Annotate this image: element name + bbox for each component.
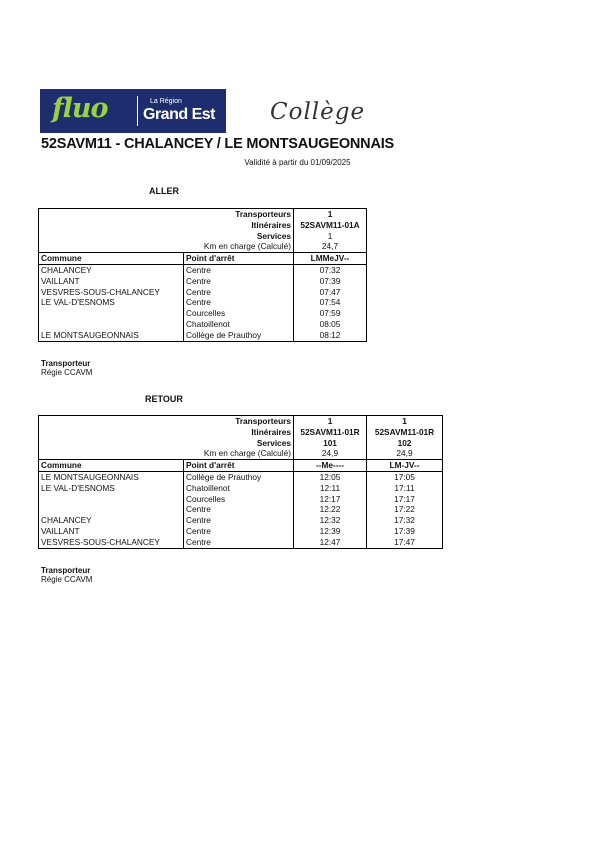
aller-days-value: LMMeJV-- bbox=[294, 253, 367, 265]
time-cell: 17:39 bbox=[367, 526, 443, 537]
table-row bbox=[39, 483, 443, 494]
stop-cell: Centre bbox=[184, 276, 294, 287]
time-cell: 12:05 bbox=[294, 471, 367, 482]
time-cell: 08:05 bbox=[294, 319, 367, 330]
stop-cell: Courcelles bbox=[184, 308, 294, 319]
retour-itineraire-value-1: 52SAVM11-01R bbox=[294, 427, 367, 438]
stop-cell: Centre bbox=[184, 504, 294, 515]
stop-cell: Centre bbox=[184, 297, 294, 308]
retour-transporteur-value-1: 1 bbox=[294, 416, 367, 427]
retour-service-value-1: 101 bbox=[294, 438, 367, 449]
stop-cell: Centre bbox=[184, 515, 294, 526]
stop-cell: Centre bbox=[184, 526, 294, 537]
table-row bbox=[39, 526, 443, 537]
table-row bbox=[39, 504, 443, 515]
aller-itineraire-value: 52SAVM11-01A bbox=[294, 220, 367, 231]
stop-cell: Centre bbox=[184, 537, 294, 548]
aller-transporteur-value: 1 bbox=[294, 209, 367, 220]
commune-cell: VESVRES-SOUS-CHALANCEY bbox=[39, 537, 184, 548]
commune-cell: VAILLANT bbox=[39, 526, 184, 537]
table-row bbox=[39, 471, 443, 482]
commune-cell: LE VAL-D'ESNOMS bbox=[39, 483, 184, 494]
retour-km-value-2: 24,9 bbox=[367, 448, 443, 459]
time-cell: 17:47 bbox=[367, 537, 443, 548]
label-commune: Commune bbox=[39, 253, 184, 265]
time-cell: 12:22 bbox=[294, 504, 367, 515]
commune-cell bbox=[39, 504, 184, 515]
time-cell: 12:47 bbox=[294, 537, 367, 548]
label-services: Services bbox=[39, 231, 294, 242]
aller-transporteur-label: Transporteur bbox=[41, 359, 91, 368]
time-cell: 07:39 bbox=[294, 276, 367, 287]
aller-rows bbox=[39, 264, 367, 341]
commune-cell bbox=[39, 319, 184, 330]
time-cell: 17:32 bbox=[367, 515, 443, 526]
label-transporteurs: Transporteurs bbox=[39, 416, 294, 427]
label-km: Km en charge (Calculé) bbox=[39, 448, 294, 459]
table-row bbox=[39, 297, 367, 308]
time-cell: 12:32 bbox=[294, 515, 367, 526]
logo-separator bbox=[137, 96, 138, 126]
validity-date: Validité à partir du 01/09/2025 bbox=[244, 158, 351, 167]
stop-cell: Chatoillenot bbox=[184, 319, 294, 330]
stop-cell: Collège de Prauthoy bbox=[184, 330, 294, 341]
stop-cell: Centre bbox=[184, 264, 294, 275]
commune-cell: LE VAL-D'ESNOMS bbox=[39, 297, 184, 308]
commune-cell: CHALANCEY bbox=[39, 264, 184, 275]
retour-transporteur-name: Régie CCAVM bbox=[41, 575, 93, 584]
label-point-arret: Point d'arrêt bbox=[184, 253, 294, 265]
stop-cell: Courcelles bbox=[184, 494, 294, 505]
label-itineraires: Itinéraires bbox=[39, 427, 294, 438]
retour-service-value-2: 102 bbox=[367, 438, 443, 449]
commune-cell: LE MONTSAUGEONNAIS bbox=[39, 330, 184, 341]
aller-heading: ALLER bbox=[149, 186, 179, 196]
label-point-arret: Point d'arrêt bbox=[184, 460, 294, 472]
retour-timetable bbox=[38, 415, 443, 549]
label-services: Services bbox=[39, 438, 294, 449]
retour-days-value-1: --Me---- bbox=[294, 460, 367, 472]
time-cell: 12:17 bbox=[294, 494, 367, 505]
aller-transporteur-name: Régie CCAVM bbox=[41, 368, 93, 377]
stop-cell: Chatoillenot bbox=[184, 483, 294, 494]
commune-cell: VAILLANT bbox=[39, 276, 184, 287]
time-cell: 08:12 bbox=[294, 330, 367, 341]
time-cell: 07:32 bbox=[294, 264, 367, 275]
retour-transporteur-label: Transporteur bbox=[41, 566, 91, 575]
aller-service-value: 1 bbox=[294, 231, 367, 242]
aller-km-value: 24,7 bbox=[294, 241, 367, 252]
stop-cell: Centre bbox=[184, 287, 294, 298]
handwritten-note: Collège bbox=[270, 99, 366, 125]
table-row bbox=[39, 319, 367, 330]
retour-transporteur-value-2: 1 bbox=[367, 416, 443, 427]
retour-itineraire-value-2: 52SAVM11-01R bbox=[367, 427, 443, 438]
time-cell: 17:11 bbox=[367, 483, 443, 494]
aller-timetable bbox=[38, 208, 367, 342]
time-cell: 07:47 bbox=[294, 287, 367, 298]
time-cell: 12:11 bbox=[294, 483, 367, 494]
table-row bbox=[39, 494, 443, 505]
logo-region-big: Grand Est bbox=[143, 106, 215, 123]
table-row bbox=[39, 308, 367, 319]
table-row bbox=[39, 330, 367, 341]
aller-transporteur-block bbox=[41, 359, 92, 377]
commune-cell: LE MONTSAUGEONNAIS bbox=[39, 471, 184, 482]
time-cell: 12:39 bbox=[294, 526, 367, 537]
retour-rows bbox=[39, 471, 443, 548]
table-row bbox=[39, 287, 367, 298]
fluo-grand-est-logo bbox=[40, 89, 226, 133]
label-commune: Commune bbox=[39, 460, 184, 472]
table-row bbox=[39, 515, 443, 526]
logo-region-small: La Région bbox=[150, 98, 182, 105]
retour-km-value-1: 24,9 bbox=[294, 448, 367, 459]
retour-transporteur-block bbox=[41, 566, 92, 584]
table-row bbox=[39, 276, 367, 287]
label-km: Km en charge (Calculé) bbox=[39, 241, 294, 252]
time-cell: 17:05 bbox=[367, 471, 443, 482]
commune-cell bbox=[39, 308, 184, 319]
time-cell: 17:17 bbox=[367, 494, 443, 505]
commune-cell: VESVRES-SOUS-CHALANCEY bbox=[39, 287, 184, 298]
label-transporteurs: Transporteurs bbox=[39, 209, 294, 220]
commune-cell: CHALANCEY bbox=[39, 515, 184, 526]
retour-heading: RETOUR bbox=[145, 394, 183, 404]
retour-days-value-2: LM-JV-- bbox=[367, 460, 443, 472]
stop-cell: Collège de Prauthoy bbox=[184, 471, 294, 482]
page-title: 52SAVM11 - CHALANCEY / LE MONTSAUGEONNAIS bbox=[41, 136, 395, 152]
label-itineraires: Itinéraires bbox=[39, 220, 294, 231]
time-cell: 07:54 bbox=[294, 297, 367, 308]
time-cell: 07:59 bbox=[294, 308, 367, 319]
time-cell: 17:22 bbox=[367, 504, 443, 515]
table-row bbox=[39, 264, 367, 275]
table-row bbox=[39, 537, 443, 548]
logo-brand: fluo bbox=[52, 93, 108, 124]
commune-cell bbox=[39, 494, 184, 505]
